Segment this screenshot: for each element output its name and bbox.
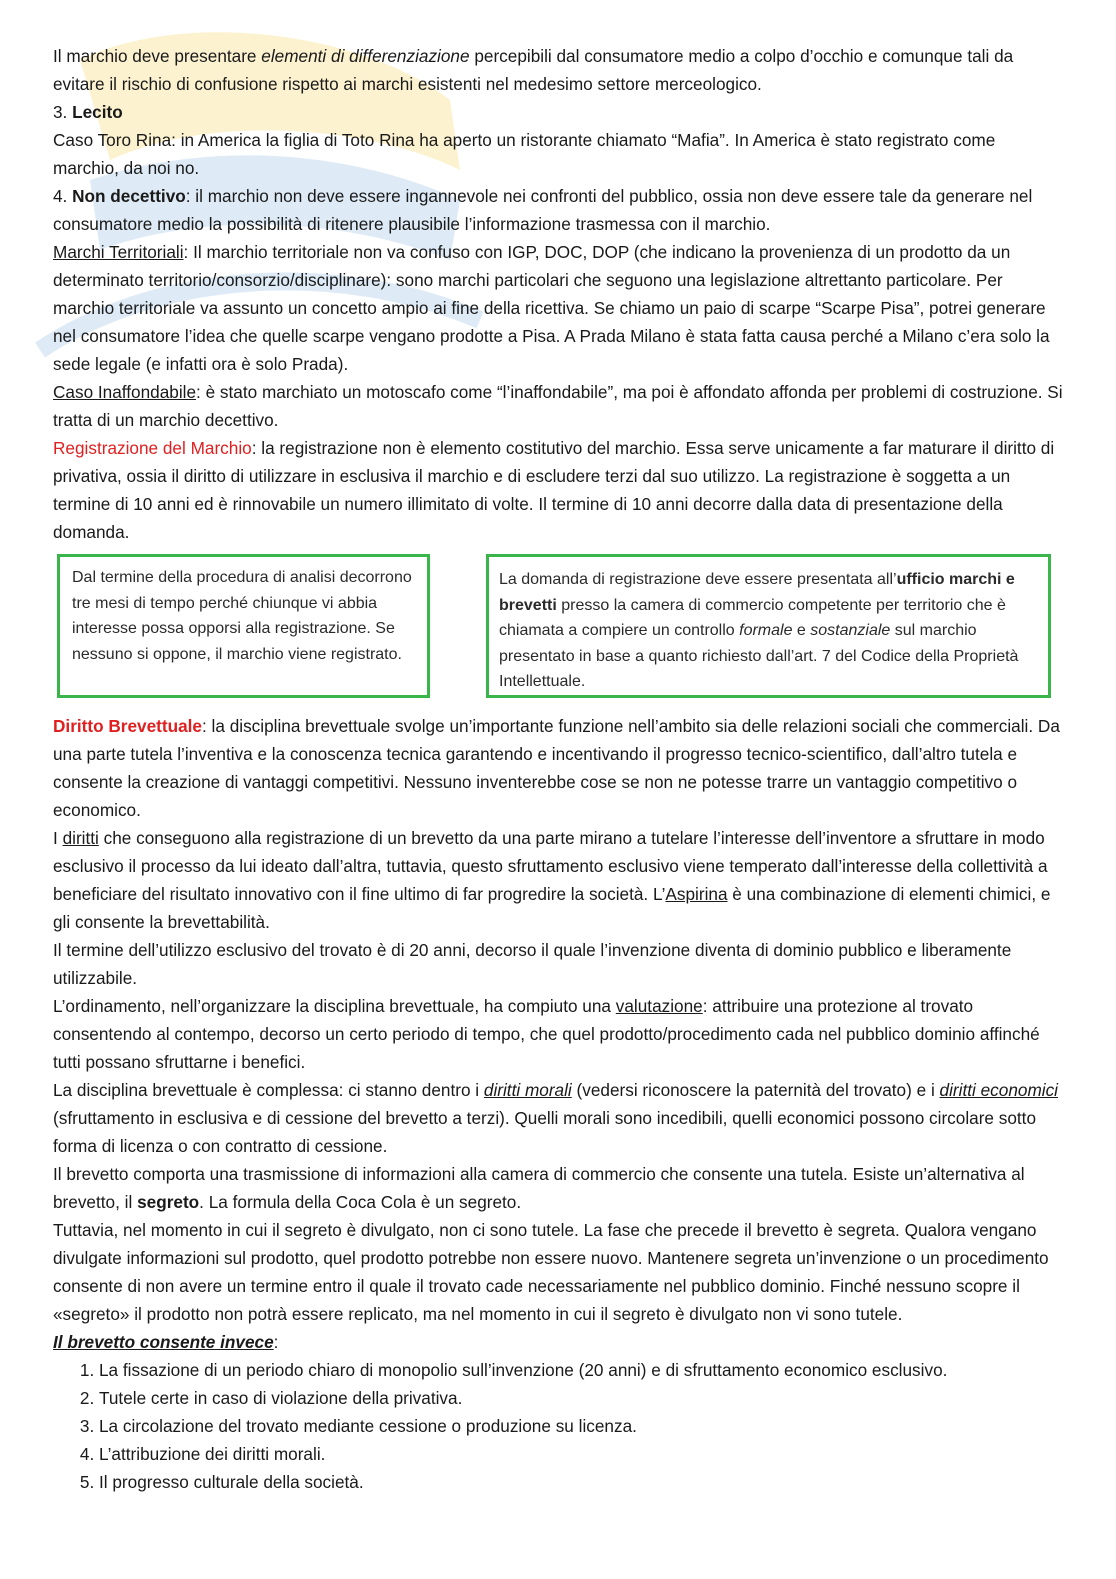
list-item: 2. Tutele certe in caso di violazione della privativa. [99, 1384, 1063, 1412]
list-item: 5. Il progresso culturale della società. [99, 1468, 1063, 1496]
paragraph-toto-rina: Caso Toro Rina: in America la figlia di Toto Rina ha aperto un ristorante chiamato “Mafia”. In America è stato registrato come marchio, da noi no. [53, 130, 996, 178]
paragraph-termine: Il termine dell’utilizzo esclusivo del trovato è di 20 anni, decorso il quale l’invenzione diventa di dominio pubblico e liberamente utilizzabile. [53, 940, 1012, 988]
document-page [53, 42, 1063, 1496]
paragraph-diritti: I diritti che conseguono alla registrazione di un brevetto da una parte mirano a tutelare l’interesse dell’inventore a sfruttare in modo esclusivo il processo da lui ideato dall’altra, tuttavia, questo sfruttamento esclusivo viene temperato dall’interesse della collettività a beneficiare del risultato innovativo con il fine ultimo di far progredire la società. L’Aspirina è una combinazione di elementi chimici, e gli consente la brevettabilità. [53, 828, 1051, 932]
paragraph-ordinamento: L’ordinamento, nell’organizzare la disciplina brevettuale, ha compiuto una valutazione: attribuire una protezione al trovato consentendo al contempo, decorso un certo periodo di tempo, che quel prodotto/procedimento cada nel pubblico dominio affinché tutti possano sfruttarne i benefici. [53, 996, 1040, 1072]
paragraph-registrazione: Registrazione del Marchio: la registrazione non è elemento costitutivo del marchio. Essa serve unicamente a far maturare il diritto di privativa, ossia il diritto di utilizzare in esclusiva il marchio e di escludere terzi dal suo utilizzo. La registrazione è soggetta a un termine di 10 anni ed è rinnovabile un numero illimitato di volte. Il termine di 10 anni decorre dalla data di presentazione della domanda. [53, 438, 1055, 542]
box-domanda-registrazione: La domanda di registrazione deve essere presentata all’ufficio marchi e brevetti presso la camera di commercio competente per territorio che è chiamata a compiere un controllo formale e sostanziale sul marchio presentato in base a quanto richiesto dall’art. 7 del Codice della Proprietà Intellettuale. [486, 554, 1051, 698]
item-non-decettivo: 4. Non decettivo: il marchio non deve essere ingannevole nei confronti del pubblico, ossia non deve essere tale da generare nel consumatore medio la possibilità di ritenere plausibile l’informazione trasmessa con il marchio. [53, 186, 1033, 234]
paragraph-disciplina-complessa: La disciplina brevettuale è complessa: ci stanno dentro i diritti morali (vedersi riconoscere la paternità del trovato) e i diritti economici (sfruttamento in esclusiva e di cessione del brevetto a terzi). Quelli morali sono incedibili, quelli economici possono circolare sotto forma di licenza o con contratto di cessione. [53, 1080, 1058, 1156]
list-item: 4. L’attribuzione dei diritti morali. [99, 1440, 1063, 1468]
item-lecito: 3. Lecito [53, 102, 123, 122]
paragraph-tuttavia: Tuttavia, nel momento in cui il segreto è divulgato, non ci sono tutele. La fase che precede il brevetto è segreta. Qualora vengano divulgate informazioni sul prodotto, quel prodotto potrebbe non essere nuovo. Mantenere segreta un’invenzione o un procedimento consente di non avere un termine entro il quale il trovato cade necessariamente nel pubblico dominio. Finché nessuno scopre il «segreto» il prodotto non potrà essere replicato, ma nel momento in cui il segreto è divulgato non vi sono tutele. [53, 1220, 1049, 1324]
paragraph-diritto-brevettuale: Diritto Brevettuale: la disciplina brevettuale svolge un’importante funzione nell’ambito sia delle relazioni sociali che commerciali. Da una parte tutela l’inventiva e la conoscenza tecnica garantendo e incentivando il progresso tecnico-scientifico, dall’altro tutela e consente la creazione di vantaggi competitivi. Nessuno inventerebbe cose se non ne potesse trarre un vantaggio competitivo o economico. [53, 716, 1060, 820]
paragraph-caso-inaffondabile: Caso Inaffondabile: è stato marchiato un motoscafo come “l’inaffondabile”, ma poi è affondato affonda per problemi di costruzione. Si tratta di un marchio decettivo. [53, 382, 1063, 430]
info-boxes [53, 554, 1063, 712]
heading-brevetto-consente: Il brevetto consente invece: [53, 1332, 279, 1352]
paragraph-differenziazione: Il marchio deve presentare elementi di differenziazione percepibili dal consumatore medio a colpo d’occhio e comunque tali da evitare il rischio di confusione rispetto ai marchi esistenti nel medesimo settore merceologico. [53, 46, 1014, 94]
box-opposizione: Dal termine della procedura di analisi decorrono tre mesi di tempo perché chiunque vi abbia interesse possa opporsi alla registrazione. Se nessuno si oppone, il marchio viene registrato. [57, 554, 430, 698]
paragraph-segreto: Il brevetto comporta una trasmissione di informazioni alla camera di commercio che consente una tutela. Esiste un’alternativa al brevetto, il segreto. La formula della Coca Cola è un segreto. [53, 1164, 1025, 1212]
list-item: 3. La circolazione del trovato mediante cessione o produzione su licenza. [99, 1412, 1063, 1440]
list-item: 1. La fissazione di un periodo chiaro di monopolio sull’invenzione (20 anni) e di sfruttamento economico esclusivo. [99, 1356, 1063, 1384]
brevetto-benefits-list [53, 1356, 1063, 1496]
paragraph-marchi-territoriali: Marchi Territoriali: Il marchio territoriale non va confuso con IGP, DOC, DOP (che indicano la provenienza di un prodotto da un determinato territorio/consorzio/disciplinare): sono marchi particolari che seguono una legislazione altrettanto particolare. Per marchio territoriale va assunto un concetto ampio ai fine della ricettiva. Se chiamo un paio di scarpe “Scarpe Pisa”, potrei generare nel consumatore l’idea che quelle scarpe vengano prodotte a Pisa. A Prada Milano è stata fatta causa perché a Milano c’era solo la sede legale (e infatti ora è solo Prada). [53, 242, 1050, 374]
